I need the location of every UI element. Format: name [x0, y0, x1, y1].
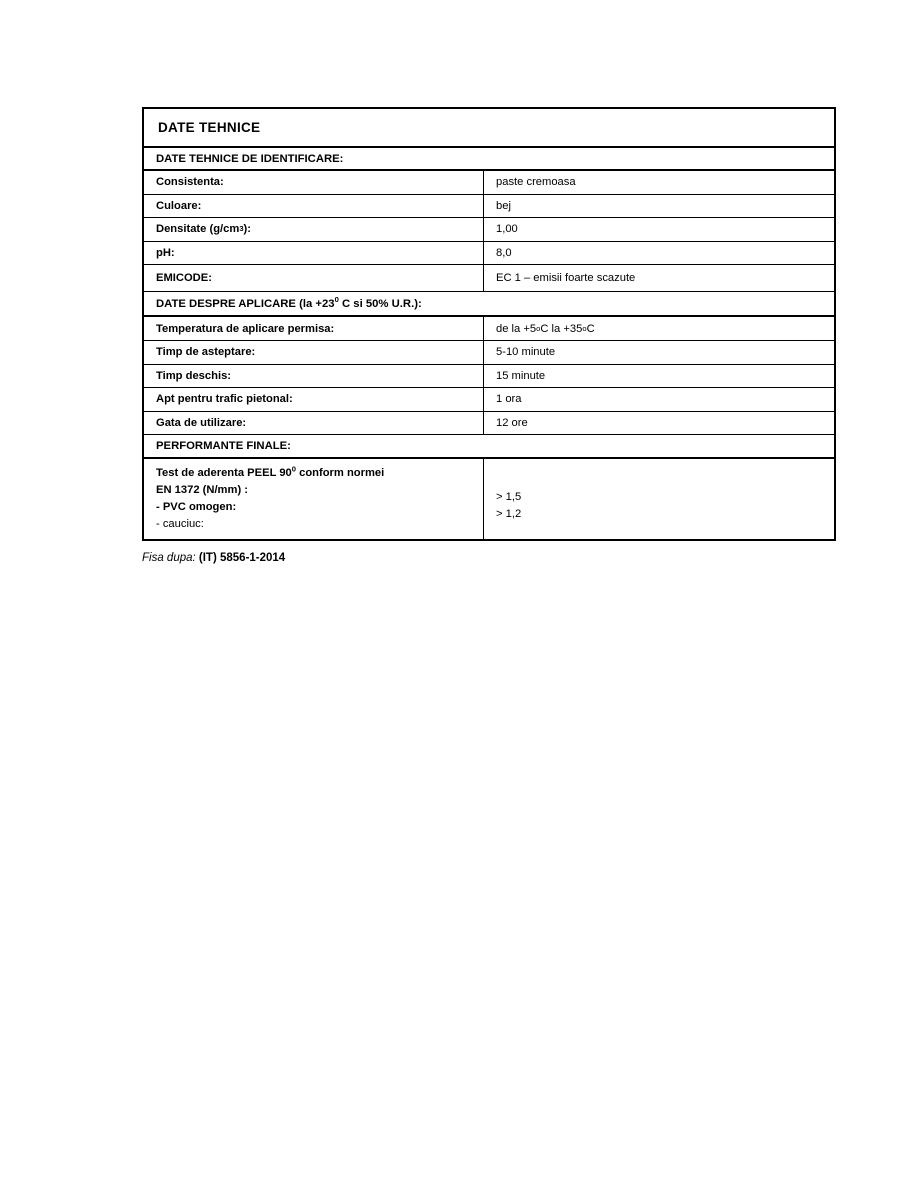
performance-label [144, 459, 484, 538]
table-row [144, 317, 834, 341]
table-row [144, 365, 834, 389]
row-label: Consistenta: [144, 171, 484, 194]
row-value: 8,0 [496, 247, 512, 260]
section-heading-label: DATE TEHNICE DE IDENTIFICARE: [156, 152, 344, 165]
performance-test-base: Test de aderenta PEEL 90 [156, 467, 292, 480]
row-value: paste cremoasa [496, 176, 576, 189]
performance-test-tail: conform normei [296, 467, 385, 480]
row-value: 1 ora [496, 393, 522, 406]
performance-item-value: > 1,2 [496, 508, 522, 521]
row-label: Densitate (g/cm 3 ): [144, 218, 484, 241]
technical-data-table [142, 107, 836, 541]
section-heading-tail: C si 50% U.R.): [338, 297, 422, 310]
footnote-prefix: Fisa dupa [142, 552, 193, 564]
row-value: bej [496, 199, 511, 212]
performance-item-label: - PVC omogen: [156, 500, 237, 513]
table-row [144, 388, 834, 412]
value-part: C la +35 [540, 322, 583, 335]
performance-test-superscript: 0 [291, 464, 296, 474]
table-row [144, 265, 834, 292]
footnote [142, 552, 285, 564]
row-value: EC 1 – emisii foarte scazute [496, 272, 636, 285]
table-row [144, 412, 834, 436]
row-value: 12 ore [496, 417, 528, 430]
row-value: 1,00 [496, 223, 518, 236]
row-label: EMICODE: [144, 265, 484, 291]
footnote-reference: (IT) 5856-1-2014 [198, 552, 286, 564]
row-label-tail: ): [243, 223, 251, 236]
row-label: Gata de utilizare: [144, 412, 484, 435]
table-row [144, 242, 834, 266]
performance-test-line1 [156, 465, 483, 482]
value-part: C [586, 322, 595, 335]
section-heading-performance [144, 435, 834, 459]
value-part: de la +5 [496, 322, 537, 335]
table-row [144, 171, 834, 195]
row-label: Apt pentru trafic pietonal: [144, 388, 484, 411]
row-value: de la +5 o C la +35 o C [496, 322, 595, 335]
row-label-text: Densitate (g/cm [156, 223, 240, 236]
footnote-separator: : [192, 552, 199, 564]
performance-item-value: > 1,5 [496, 491, 522, 504]
performance-values [484, 459, 834, 538]
performance-row [144, 459, 834, 538]
performance-item-label: - cauciuc: [156, 517, 204, 530]
table-row [144, 195, 834, 219]
row-label: Temperatura de aplicare permisa: [144, 317, 484, 340]
page-title: DATE TEHNICE [158, 120, 261, 135]
section-heading-superscript: 0 [334, 295, 339, 305]
section-heading-label: PERFORMANTE FINALE: [156, 440, 291, 453]
row-value: 5-10 minute [496, 346, 556, 359]
row-label: Timp deschis: [144, 365, 484, 388]
row-label: pH: [144, 242, 484, 265]
row-value: 15 minute [496, 369, 546, 382]
section-heading-identification [144, 148, 834, 171]
row-label: Culoare: [144, 195, 484, 218]
section-heading-label [144, 295, 422, 310]
table-row [144, 218, 834, 242]
row-label: Timp de asteptare: [144, 341, 484, 364]
section-heading-application [144, 292, 834, 317]
performance-test-line2: EN 1372 (N/mm) : [156, 484, 249, 497]
table-title-row [144, 109, 834, 148]
section-heading-base: DATE DESPRE APLICARE (la +23 [156, 297, 335, 310]
table-row [144, 341, 834, 365]
